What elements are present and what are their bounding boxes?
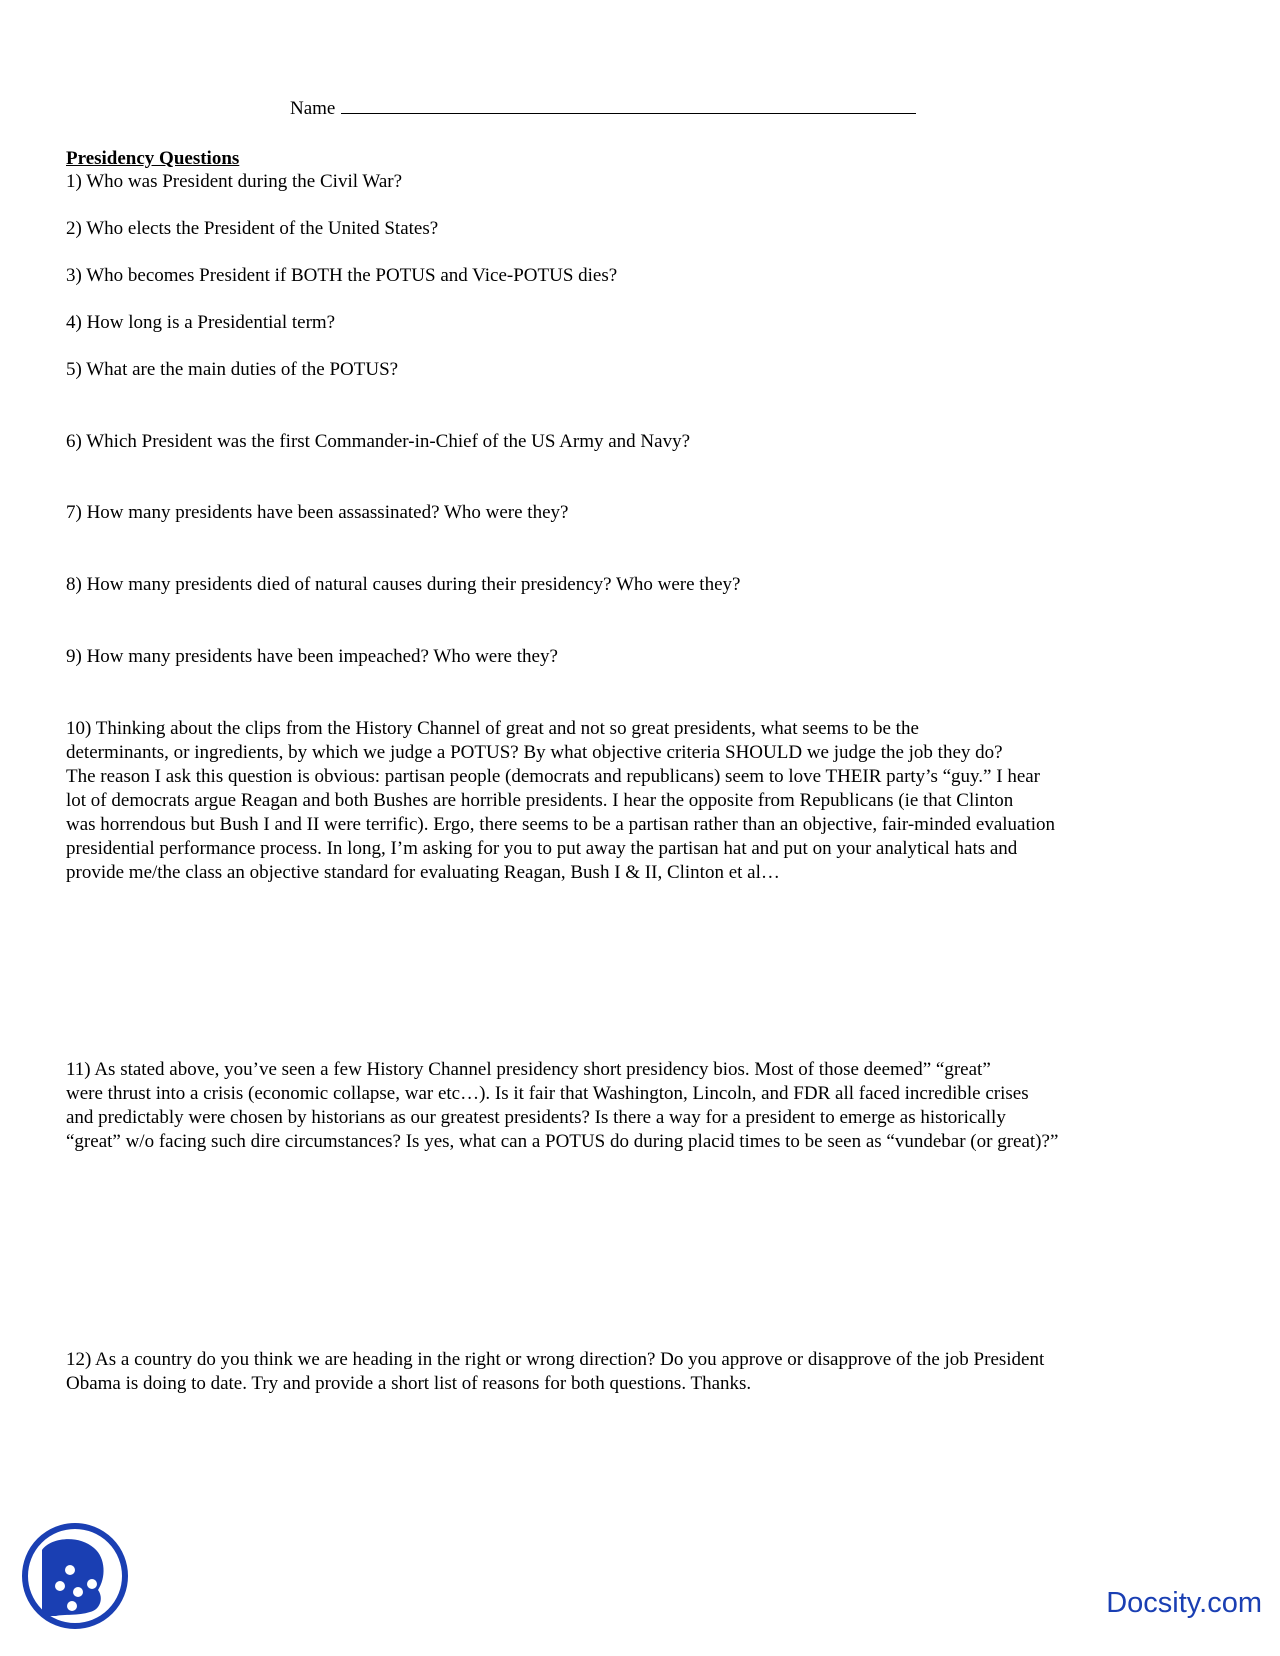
question-11-line: were thrust into a crisis (economic collapse, war etc…). Is it fair that Washington, Lincoln, and FDR all faced incredible crises — [66, 1083, 1029, 1104]
question-10 — [66, 717, 1226, 885]
question-10-line: was horrendous but Bush I and II were terrific). Ergo, there seems to be a partisan rather than an objective, fair-minded evaluation — [66, 814, 1056, 835]
question-11-line: “great” w/o facing such dire circumstances? Is yes, what can a POTUS do during placid times to be seen as “vundebar (or great)?” — [66, 1131, 1059, 1152]
question-12-line: Obama is doing to date. Try and provide a short list of reasons for both questions. Thanks. — [66, 1373, 752, 1394]
question-5: 5) What are the main duties of the POTUS? — [66, 359, 399, 380]
question-1: 1) Who was President during the Civil War? — [66, 171, 403, 192]
question-12 — [66, 1348, 1226, 1396]
name-label: Name — [290, 98, 336, 119]
question-10-line: lot of democrats argue Reagan and both Bushes are horrible presidents. I hear the opposite from Republicans (ie that Clinton — [66, 790, 1014, 811]
question-8: 8) How many presidents died of natural causes during their presidency? Who were they? — [66, 574, 741, 595]
question-10-line: The reason I ask this question is obvious: partisan people (democrats and republicans) seem to love THEIR party’s “guy.” I hear — [66, 766, 1041, 787]
question-10-line: provide me/the class an objective standard for evaluating Reagan, Bush I & II, Clinton et al… — [66, 862, 780, 883]
question-6: 6) Which President was the first Commander-in-Chief of the US Army and Navy? — [66, 431, 691, 452]
question-10-line: 10) Thinking about the clips from the History Channel of great and not so great presidents, what seems to be the — [66, 718, 919, 739]
question-9: 9) How many presidents have been impeached? Who were they? — [66, 646, 558, 667]
docsity-brand-link[interactable]: Docsity.com — [1106, 1587, 1262, 1619]
name-blank-line — [341, 99, 916, 114]
question-11-line: 11) As stated above, you’ve seen a few History Channel presidency short presidency bios. Most of those deemed” “great” — [66, 1059, 991, 1080]
document-title: Presidency Questions — [66, 148, 240, 169]
question-4: 4) How long is a Presidential term? — [66, 312, 336, 333]
question-10-line: presidential performance process. In long, I’m asking for you to put away the partisan hat and put on your analytical hats and — [66, 838, 1018, 859]
question-7: 7) How many presidents have been assassinated? Who were they? — [66, 502, 569, 523]
question-3: 3) Who becomes President if BOTH the POTUS and Vice-POTUS dies? — [66, 265, 618, 286]
question-2: 2) Who elects the President of the United States? — [66, 218, 439, 239]
question-11-line: and predictably were chosen by historians as our greatest presidents? Is there a way for a president to emerge as historically — [66, 1107, 1006, 1128]
question-11 — [66, 1058, 1226, 1154]
docsity-logo-icon[interactable] — [20, 1520, 130, 1632]
question-10-line: determinants, or ingredients, by which we judge a POTUS? By what objective criteria SHOULD we judge the job they do? — [66, 742, 1003, 763]
name-field — [290, 98, 916, 120]
question-12-line: 12) As a country do you think we are heading in the right or wrong direction? Do you approve or disapprove of the job President — [66, 1349, 1045, 1370]
